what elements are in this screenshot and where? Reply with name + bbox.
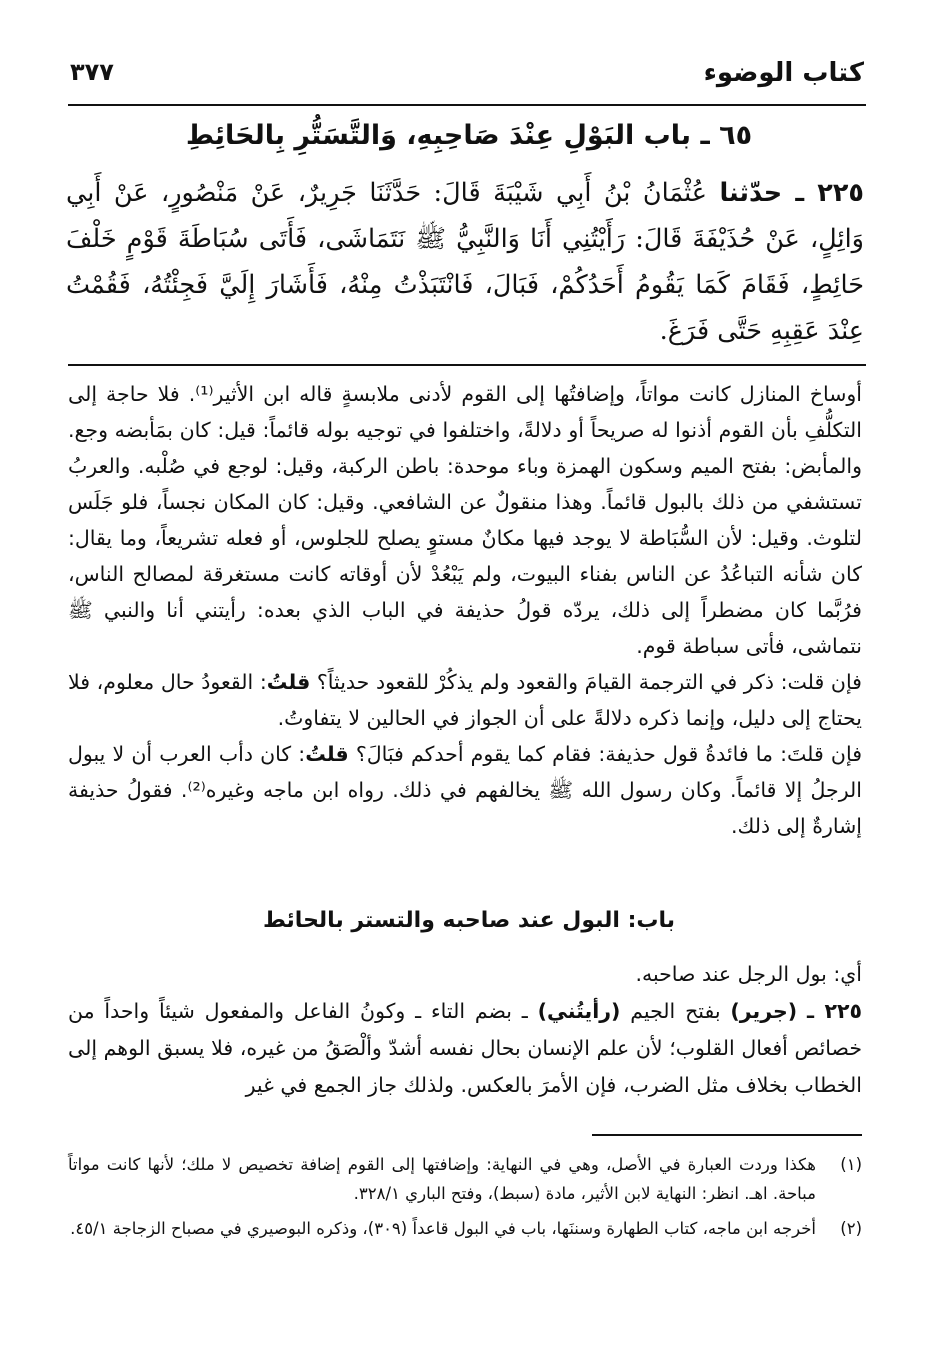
commentary-section-2 (68, 956, 862, 1104)
commentary2-rest: ـ بضم التاء ـ وكونُ الفاعل والمفعول شيئاً واحداً من خصائص أفعال القلوب؛ لأن علم الإنسان بحال نفسه أشدّ وألْصَقُ من غيره، فلا يسبق الوهم إلى الخطاب بخلاف مثل الضرب، فإن الأمرَ بالعكس. ولذلك جاز الجمع في غير (68, 999, 862, 1097)
main-rule (68, 364, 866, 366)
footnote-text: هكذا وردت العبارة في الأصل، وهي في النهاية: وإضافتها إلى القوم إضافة تخصيص لا ملك؛ لأنها كانت مواتاً مباحة. اهـ. انظر: النهاية لابن الأثير، مادة (سبط)، وفتح الباري ٣٢٨/١. (68, 1155, 816, 1203)
footnote-marker: (٢) (840, 1219, 862, 1238)
page-number: ٣٧٧ (70, 58, 114, 86)
commentary-paragraph-2 (68, 664, 862, 736)
footnotes (68, 1150, 862, 1249)
question-text: فإن قلت: ذكر في الترجمة القيامَ والقعود ولم يذكُرْ للقعود حديثاً؟ (310, 670, 862, 694)
footnote-rule (592, 1134, 862, 1136)
hadith-body: عُثْمَانُ بْنُ أَبِي شَيْبَةَ قَالَ: حَدَّثَنَا جَرِيرٌ، عَنْ مَنْصُورٍ، عَنْ أَبِي وَائِلٍ، عَنْ حُذَيْفَةَ قَالَ: رَأَيْتُنِي أَنَا وَالنَّبِيُّ ﷺ نَتَمَاشَى، فَأَتَى سُبَاطَةَ قَوْمٍ خَلْفَ حَائِطٍ، فَقَامَ كَمَا يَقُومُ أَحَدُكُمْ، فَبَالَ، فَانْتَبَذْتُ مِنْهُ، فَأَشَارَ إِلَيَّ فَجِئْتُهُ، فَقُمْتُ عِنْدَ عَقِبِهِ حَتَّى فَرَغَ. (66, 178, 864, 346)
paragraph-number: ٢٢٥ ـ (806, 999, 862, 1023)
footnote-1 (68, 1150, 862, 1208)
sub-chapter-title: باب: البول عند صاحبه والتستر بالحائط (262, 908, 676, 933)
running-title: كتاب الوضوء (703, 58, 864, 88)
header-rule (68, 104, 866, 106)
footnote-2 (68, 1214, 862, 1243)
answer-text: : كان دأب العرب أن لا يبول الرجلُ إلا قائماً. وكان رسول الله ﷺ يخالفهم في ذلك. رواه ابن ماجه وغيره⁽²⁾. فقولُ حذيفة إشارةٌ إلى ذلك. (68, 742, 862, 838)
term-jarir: (جرير) (730, 999, 798, 1023)
hadith-text (66, 170, 864, 354)
hadith-number: ٢٢٥ ـ حدّثنا (719, 178, 864, 208)
commentary-paragraph-3 (68, 736, 862, 844)
answer-text: : القعودُ حال معلوم، فلا يحتاج إلى دليل، وإنما ذكره دلالةً على أن الجواز في الحالين لا يتفاوتُ. (68, 670, 862, 730)
commentary-section (68, 376, 862, 844)
chapter-title: ٦٥ ـ باب البَوْلِ عِنْدَ صَاحِبِهِ، وَالتَّسَتُّرِ بِالحَائِطِ (185, 120, 753, 151)
answer-marker: قلتُ (305, 742, 349, 766)
term-raaytuni: (رأيتُني) (537, 999, 621, 1023)
commentary-paragraph-1: أوساخ المنازل كانت مواتاً، وإضافتُها إلى القوم لأدنى ملابسةٍ قاله ابن الأثير⁽¹⁾. فلا حاجة إلى التكلُّفِ بأن القوم أذنوا له صريحاً أو دلالةً، واختلفوا في توجيه بوله قائماً: قيل: كان بمَأبضه وجع. والمأبض: بفتح الميم وسكون الهمزة وباء موحدة: باطن الركبة، وقيل: لوجع في صُلْبه. والعربُ تستشفي من ذلك بالبول قائماً. وهذا منقولٌ عن الشافعي. وقيل: كان المكان نجساً، فلو جَلَس لتلوث. وقيل: لأن السُّبَاطة لا يوجد فيها مكانٌ مستوٍ يصلح للجلوس، أو فعله تشريعاً، وما يقال: كان شأنه التباعُدُ عن الناس بفناء البيوت، ولم يَبْعُدْ لأن أوقاته كانت مستغرقة لمصالح الناس، فرُبَّما كان مضطراً إلى ذلك، يردّه قولُ حذيفة في الباب الذي بعده: رأيتني أنا والنبي ﷺ نتماشى، فأتى سباطة قوم. (68, 382, 862, 658)
footnote-marker: (١) (840, 1155, 862, 1174)
commentary2-line-1: أي: بول الرجل عند صاحبه. (635, 962, 862, 986)
question-text: فإن قلتَ: ما فائدةُ قول حذيفة: فقام كما يقوم أحدكم فبَالَ؟ (348, 742, 863, 766)
commentary2-paragraph (68, 993, 862, 1104)
page-header (70, 58, 864, 98)
footnote-text: أخرجه ابن ماجه، كتاب الطهارة وسننَها، باب في البول قاعداً (٣٠٩)، وذكره البوصيري في مصباح الزجاجة ٤٥/١. (70, 1219, 816, 1238)
answer-marker: قلتُ (266, 670, 311, 694)
term-note: بفتح الجيم (620, 999, 731, 1023)
